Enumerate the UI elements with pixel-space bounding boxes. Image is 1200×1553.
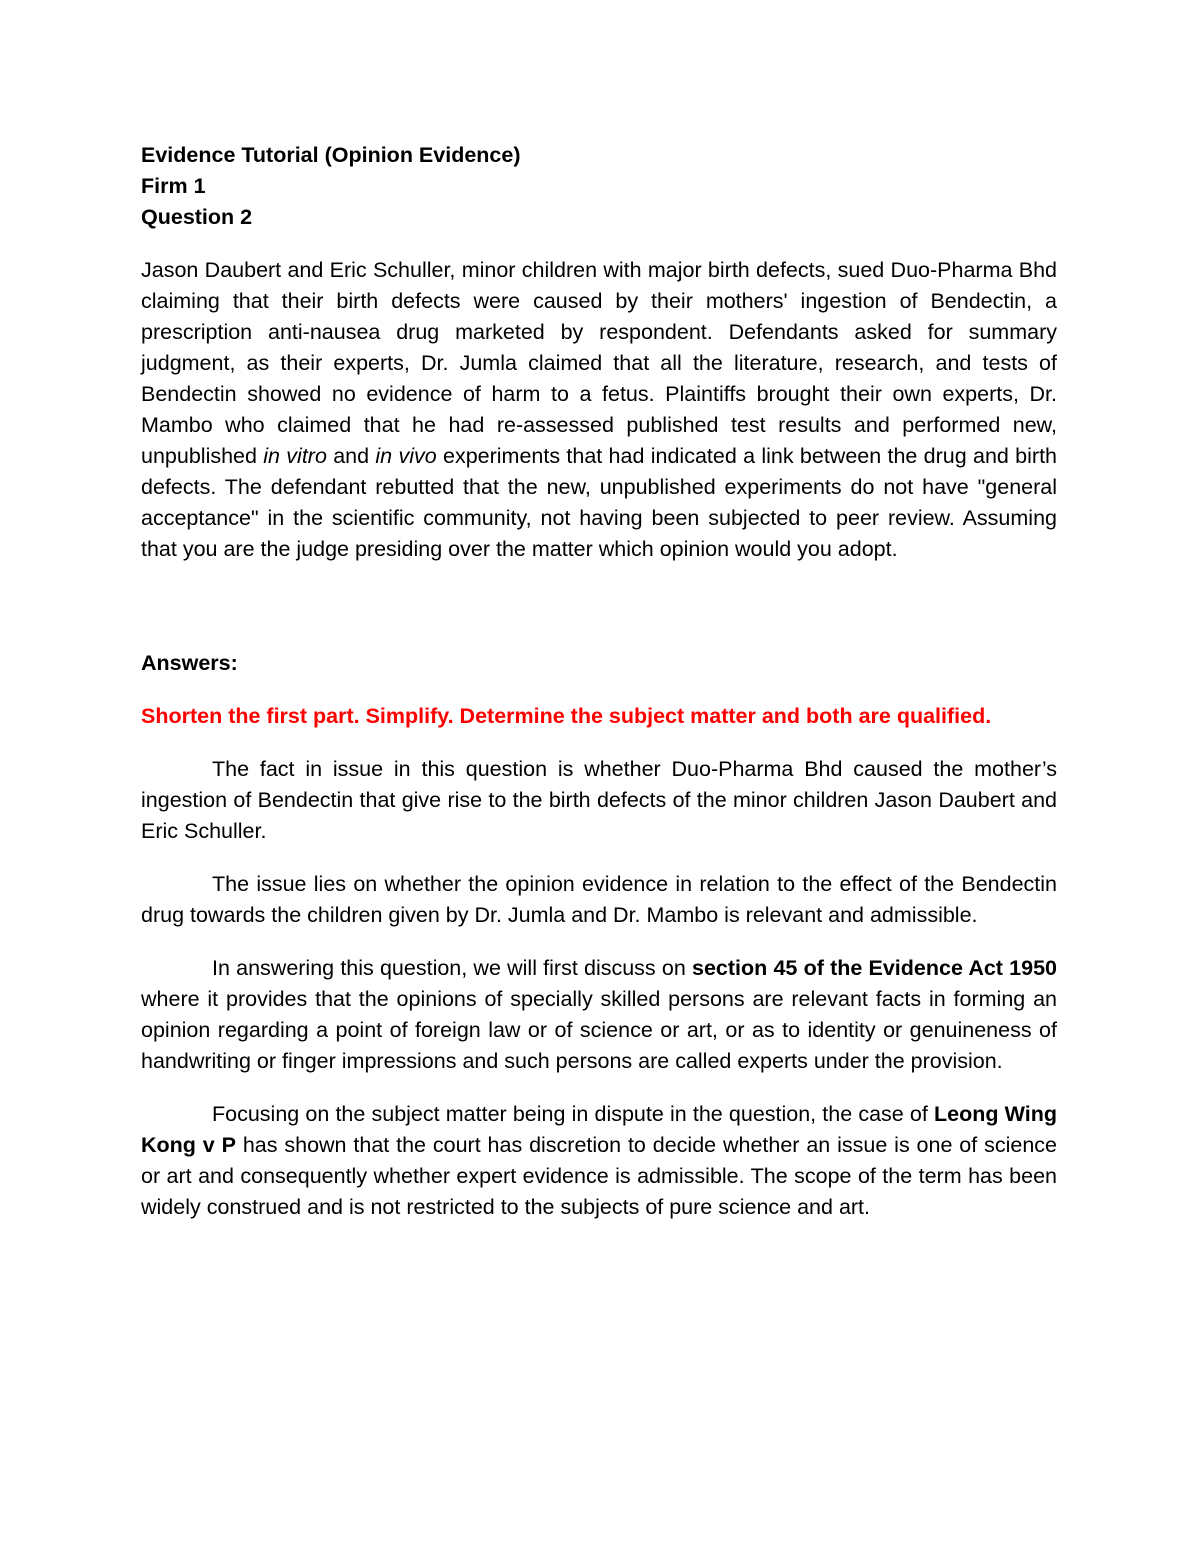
answer-paragraph-3: [141, 953, 1057, 1077]
answer-paragraph-3-pre: In answering this question, we will first discuss on: [212, 956, 692, 980]
document-title: Evidence Tutorial (Opinion Evidence): [141, 143, 521, 167]
firm-label: Firm 1: [141, 174, 206, 198]
document-page: [141, 140, 1057, 1223]
statute-reference: section 45 of the Evidence Act 1950: [692, 956, 1057, 980]
answer-paragraph-4: [141, 1099, 1057, 1223]
answer-paragraph-1: The fact in issue in this question is whether Duo-Pharma Bhd caused the mother’s ingestion of Bendectin that give rise to the birth defects of the minor children Jason Daubert and Eric Schuller.: [141, 757, 1057, 843]
question-italic-in-vitro: in vitro: [263, 444, 327, 468]
reviewer-note: Shorten the first part. Simplify. Determine the subject matter and both are qualified.: [141, 704, 992, 728]
question-label: Question 2: [141, 205, 253, 229]
question-text-part3: experiments that had indicated a link between the drug and birth defects. The defendant rebutted that the new, unpublished experiments do not have "general acceptance" in the scientific community, not having been subjected to peer review. Assuming that you are the judge presiding over the matter which opinion would you adopt.: [141, 444, 1058, 561]
question-text-part2: and: [326, 444, 376, 468]
answer-paragraph-4-post: has shown that the court has discretion to decide whether an issue is one of science or art and consequently whether expert evidence is admissible. The scope of the term has been widely construed and is not restricted to the subjects of pure science and art.: [141, 1133, 1057, 1219]
answer-paragraph-2: The issue lies on whether the opinion evidence in relation to the effect of the Bendectin drug towards the children given by Dr. Jumla and Dr. Mambo is relevant and admissible.: [141, 872, 1057, 927]
answer-paragraph-3-post: where it provides that the opinions of specially skilled persons are relevant facts in forming an opinion regarding a point of foreign law or of science or art, or as to identity or genuineness of handwriting or finger impressions and such persons are called experts under the provision.: [141, 987, 1057, 1073]
case-reference: Leong Wing Kong v P: [141, 1102, 1057, 1157]
answers-heading: Answers:: [141, 651, 238, 675]
question-italic-in-vivo: in vivo: [375, 444, 437, 468]
question-text-part1: Jason Daubert and Eric Schuller, minor children with major birth defects, sued Duo-Pharma Bhd claiming that their birth defects were caused by their mothers' ingestion of Bendectin, a prescription anti-nausea drug marketed by respondent. Defendants asked for summary judgment, as their experts, Dr. Jumla claimed that all the literature, research, and tests of Bendectin showed no evidence of harm to a fetus. Plaintiffs brought their own experts, Dr. Mambo who claimed that he had re-assessed published test results and performed new, unpublished: [141, 258, 1057, 468]
question-text: [141, 255, 1057, 565]
answer-paragraph-4-pre: Focusing on the subject matter being in dispute in the question, the case of: [212, 1102, 934, 1126]
